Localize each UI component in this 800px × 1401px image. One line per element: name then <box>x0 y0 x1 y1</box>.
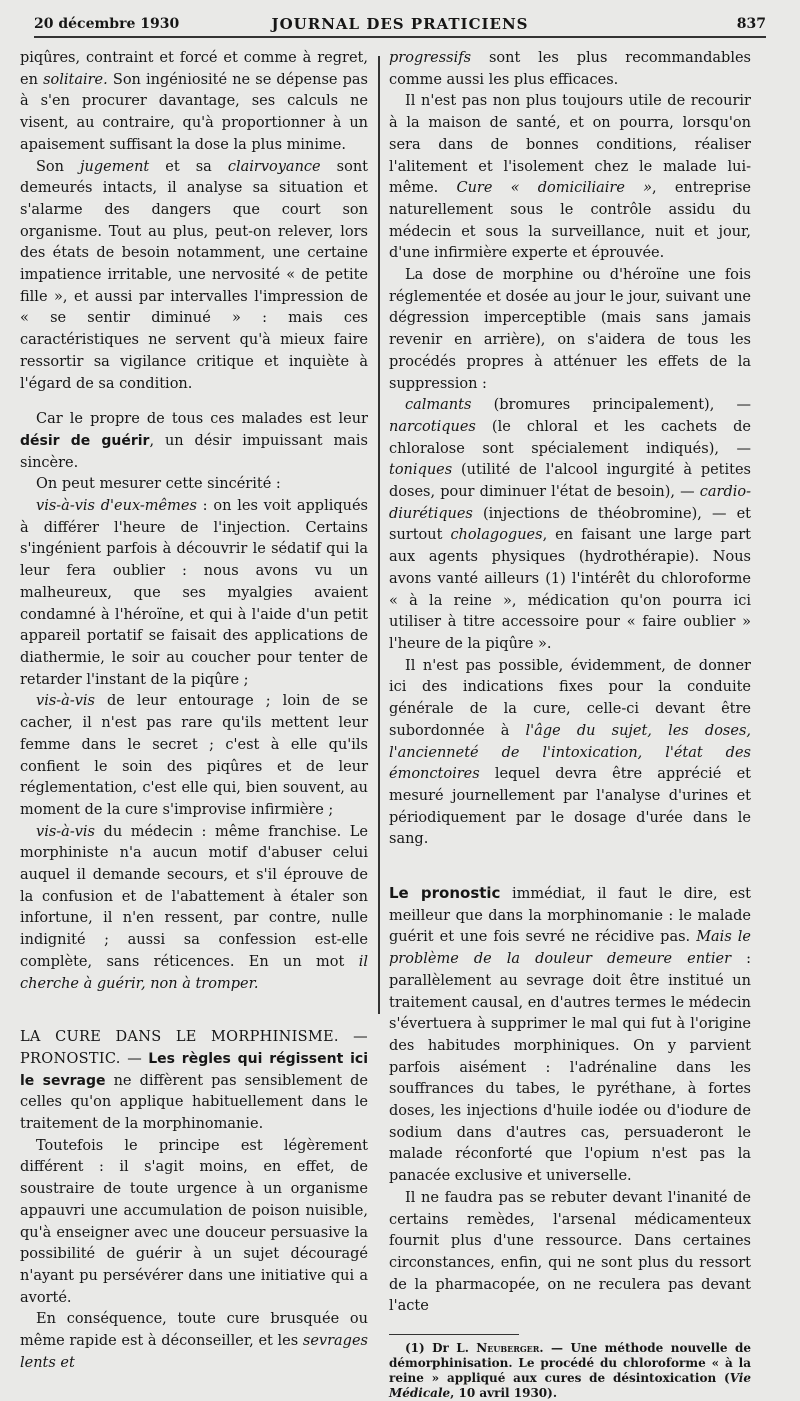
paragraph: La dose de morphine ou d'héroïne une fois réglementée et dosée au jour le jour, suivant une dégression imperceptible (mais sans jamais revenir en arrière), on s'aidera de tous les procédés propres à atténuer les effets de la suppression : <box>389 267 751 392</box>
left-column <box>20 48 368 1374</box>
paragraph: Son jugement et sa clairvoyance sont demeurés intacts, il analyse sa situation et s'alarme des dangers que court son organisme. Tout au plus, peut-on relever, lors des états de besoin notamment, une certaine impatience irritable, une nervosité « de petite fille », et aussi par intervalles l'impression de « se sentir diminué » : mais ces caractéristiques ne servent qu'à mieux faire ressortir sa vigilance critique et inquiète à l'égard de sa condition. <box>20 158 368 392</box>
page-header <box>34 12 766 38</box>
paragraph: vis-à-vis de leur entourage ; loin de se cacher, il n'est pas rare qu'ils mettent leur femme dans le secret ; c'est à elle qu'ils confient le soin des piqûres et de leur réglementation, c'est elle qui, bien souvent, au moment de la cure s'improvise infirmière ; <box>20 693 368 818</box>
paragraph: piqûres, contraint et forcé et comme à regret, en solitaire. Son ingéniosité ne se dépense pas à s'en procurer davantage, ses calculs ne visent, au contraire, qu'à proportionner à un apaisement suffisant la dose la plus minime. <box>20 50 368 153</box>
paragraph: Car le propre de tous ces malades est leur désir de guérir, un désir impuissant mais sincère. <box>20 411 368 471</box>
paragraph: Il ne faudra pas se rebuter devant l'inanité de certains remèdes, l'arsenal médicamenteux fournit plus d'une ressource. Dans certaines circonstances, enfin, qui ne sont plus du ressort de la pharmacopée, on ne reculera pas devant l'acte <box>389 1189 751 1315</box>
paragraph: On peut mesurer cette sincérité : <box>36 476 281 493</box>
header-date: 20 décembre 1930 <box>34 16 180 32</box>
paragraph: progressifs sont les plus recommandables comme aussi les plus efficaces. <box>389 50 751 88</box>
page-number: 837 <box>736 16 766 32</box>
paragraph: Il n'est pas non plus toujours utile de recourir à la maison de santé, et on pourra, lorsqu'on sera dans de bonnes conditions, réaliser l'alitement et l'isolement chez le malade lui-même. Cure « domiciliaire », entreprise naturellement sous le contrôle assidu du médecin et sous la surveillance, nuit et jour, d'une infirmière experte et éprouvée. <box>389 93 751 262</box>
paragraph: vis-à-vis du médecin : même franchise. Le morphiniste n'a aucun motif d'abuser celui auquel il demande secours, et s'il éprouve de la confusion et de l'abattement à étaler son infortune, il n'en ressent, par contre, nulle indignité ; aussi sa confession est-elle complète, sans réticences. En un mot il cherche à guérir, non à tromper. <box>20 823 368 992</box>
journal-title: JOURNAL DES PRATICIENS <box>271 15 529 33</box>
section-heading-paragraph: LA CURE DANS LE MORPHINISME. — PRONOSTIC. — Les règles qui régissent ici le sevrage ne diffèrent pas sensiblement de celles qu'on applique habituellement dans le traitement de la morphinomanie. <box>20 1029 368 1133</box>
paragraph: Le pronostic immédiat, il faut le dire, est meilleur que dans la morphinomanie : le malade guérit et une fois sevré ne récidive pas. Mais le problème de la douleur demeure entier : parallèlement au sevrage doit être institué un traitement causal, en d'autres termes le médecin s'évertuera à supprimer le mal qui fut à l'origine des habitudes morphiniques. On y parvient parfois aisément : l'adrénaline dans les souffrances du tabes, le pyréthane, à fortes doses, les injections d'huile iodée ou d'iodure de sodium dans d'autres cas, persuaderont le malade réconforté que l'opium n'est pas la panacée exclusive et universelle. <box>389 884 751 1185</box>
paragraph: En conséquence, toute cure brusquée ou même rapide est à déconseiller, et les sevrages lents et <box>20 1311 368 1371</box>
footnote-rule <box>389 1334 519 1335</box>
paragraph: calmants (bromures principalement), — narcotiques (le chloral et les cachets de chloralose sont spécialement indiqués), — toniques (utilité de l'alcool ingurgité à petites doses, pour diminuer l'état de besoin), — cardio-diurétiques (injections de théobromine), — et surtout cholagogues, en faisant une large part aux agents physiques (hydrothérapie). Nous avons vanté ailleurs (1) l'intérêt du chloroforme « à la reine », médication qu'on pourra ici utiliser à titre accessoire pour « faire oublier » l'heure de la piqûre ». <box>389 397 752 652</box>
right-column <box>389 48 751 1401</box>
paragraph: Toutefois le principe est légèrement différent : il s'agit moins, en effet, de soustraire de toute urgence à un organisme appauvri une accumulation de poison nuisible, qu'à enseigner avec une douceur persuasive la possibilité de guérir à un sujet découragé n'ayant pu persévérer dans une initiative qui a avorté. <box>20 1137 368 1306</box>
section-heading: LA CURE DANS LE MORPHINISME. — PRONOSTIC. <box>20 1029 368 1067</box>
footnote: (1) Dr L. Neuberger. — Une méthode nouvelle de démorphinisation. Le procédé du chloroforme « à la reine » appliqué aux cures de désintoxication (Vie Médicale, 10 avril 1930). <box>389 1341 751 1401</box>
column-divider <box>378 56 380 1014</box>
paragraph: vis-à-vis d'eux-mêmes : on les voit appliqués à différer l'heure de l'injection. Certains s'ingénient parfois à découvrir le sédatif qui la leur fera oublier : nous avons vu un malheureux, que ses myalgies avaient condamné à l'héroïne, et qui à l'aide d'un petit appareil portatif se faisait des applications de diathermie, le soir au coucher pour tenter de retarder l'instant de la piqûre ; <box>20 498 368 688</box>
paragraph: Il n'est pas possible, évidemment, de donner ici des indications fixes pour la conduite générale de la cure, celle-ci devant être subordonnée à l'âge du sujet, les doses, l'ancienneté de l'intoxication, l'état des émonctoires lequel devra être apprécié et mesuré journellement par l'analyse d'urines et périodiquement par le dosage d'urée dans le sang. <box>389 657 751 848</box>
